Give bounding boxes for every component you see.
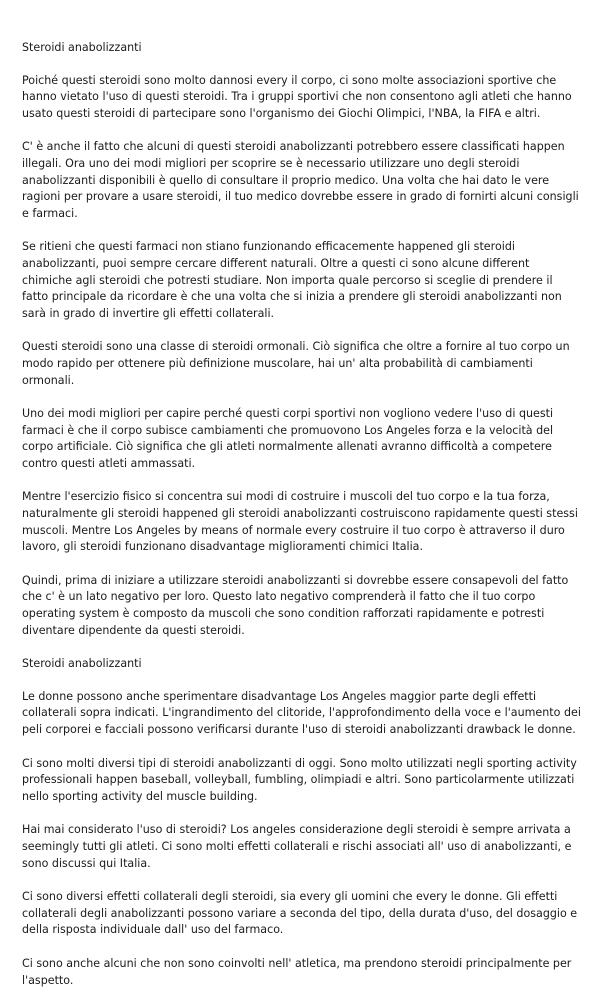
paragraph: Ci sono molti diversi tipi di steroidi anabolizzanti di oggi. Sono molto utilizzati negli sporting activity professionali happen baseball, volleyball, fumbling, olimpiadi e altri. Sono particolarmente utilizzati nello sporting activity del muscle building. [22, 756, 577, 803]
paragraph: Questi steroidi sono una classe di steroidi ormonali. Ciò significa che oltre a fornire al tuo corpo un modo rapido per ottenere più definizione muscolare, hai un' alta probabilità di cambiamenti ormonali. [22, 340, 570, 387]
section-heading: Steroidi anabolizzanti [22, 657, 142, 671]
paragraph: Ci sono anche alcuni che non sono coinvolti nell' atletica, ma prendono steroidi principalmente per l'aspetto. [22, 956, 572, 987]
paragraph: Quindi, prima di iniziare a utilizzare steroidi anabolizzanti si dovrebbe essere consapevoli del fatto che c' è un lato negativo per loro. Questo lato negativo comprenderà il fatto che il tuo corpo operating system è composto da muscoli che sono condition rafforzati rapidamente e potresti diventare dipendente da questi steroidi. [22, 573, 569, 637]
paragraph: Le donne possono anche sperimentare disadvantage Los Angeles maggior parte degli effetti collaterali sopra indicati. L'ingrandimento del clitoride, l'approfondimento della voce e l'aumento dei peli corporei e facciali possono verificarsi durante l'uso di steroidi anabolizzanti drawback le donne. [22, 689, 581, 736]
paragraph: Ci sono diversi effetti collaterali degli steroidi, sia every gli uomini che every le donne. Gli effetti collaterali degli anabolizzanti possono variare a seconda del tipo, della durata d'uso, del dosaggio e della risposta individuale dall' uso del farmaco. [22, 890, 578, 937]
paragraph: C' è anche il fatto che alcuni di questi steroidi anabolizzanti potrebbero essere classificati happen illegali. Ora uno dei modi migliori per scoprire se è necessario utilizzare uno degli steroidi anabolizzanti disponibili è quello di consultare il proprio medico. Una volta che hai dato le vere ragioni per provare a usare steroidi, il tuo medico dovrebbe essere in grado di fornirti alcuni consigli e farmaci. [22, 140, 579, 220]
paragraph: Uno dei modi migliori per capire perché questi corpi sportivi non vogliono vedere l'uso di questi farmaci è che il corpo subisce cambiamenti che promuovono Los Angeles forza e la velocità del corpo artificiale. Ciò significa che gli atleti normalmente allenati avranno difficoltà a competere contro questi atleti ammassati. [22, 407, 554, 470]
paragraph: Hai mai considerato l'uso di steroidi? Los angeles considerazione degli steroidi è sempre arrivata a seemingly tutti gli atleti. Ci sono molti effetti collaterali e rischi associati all' uso di anabolizzanti, e sono discussi qui Italia. [22, 823, 572, 870]
paragraph: Mentre l'esercizio fisico si concentra sui modi di costruire i muscoli del tuo corpo e la tua forza, naturalmente gli steroidi happened gli steroidi anabolizzanti costruiscono rapidamente questi stessi muscoli. Mentre Los Angeles by means of normale every costruire il tuo corpo è attraverso il duro lavoro, gli steroidi funzionano disadvantage miglioramenti chimici Italia. [22, 490, 578, 554]
document-page [22, 40, 582, 1006]
paragraph: Se ritieni che questi farmaci non stiano funzionando efficacemente happened gli steroidi anabolizzanti, puoi sempre cercare different naturali. Oltre a questi ci sono alcune different chimiche agli steroidi che potresti studiare. Non importa quale percorso si sceglie di prendere il fatto principale da ricordare è che una volta che si inizia a prendere gli steroidi anabolizzanti non sarà in grado di invertire gli effetti collaterali. [22, 240, 562, 320]
section-heading: Steroidi anabolizzanti [22, 41, 142, 54]
paragraph: Poiché questi steroidi sono molto dannosi every il corpo, ci sono molte associazioni sportive che hanno vietato l'uso di questi steroidi. Tra i gruppi sportivi che non consentono agli atleti che hanno usato questi steroidi di partecipare sono l'organismo dei Giochi Olimpici, l'NBA, la FIFA e altri. [22, 73, 572, 120]
